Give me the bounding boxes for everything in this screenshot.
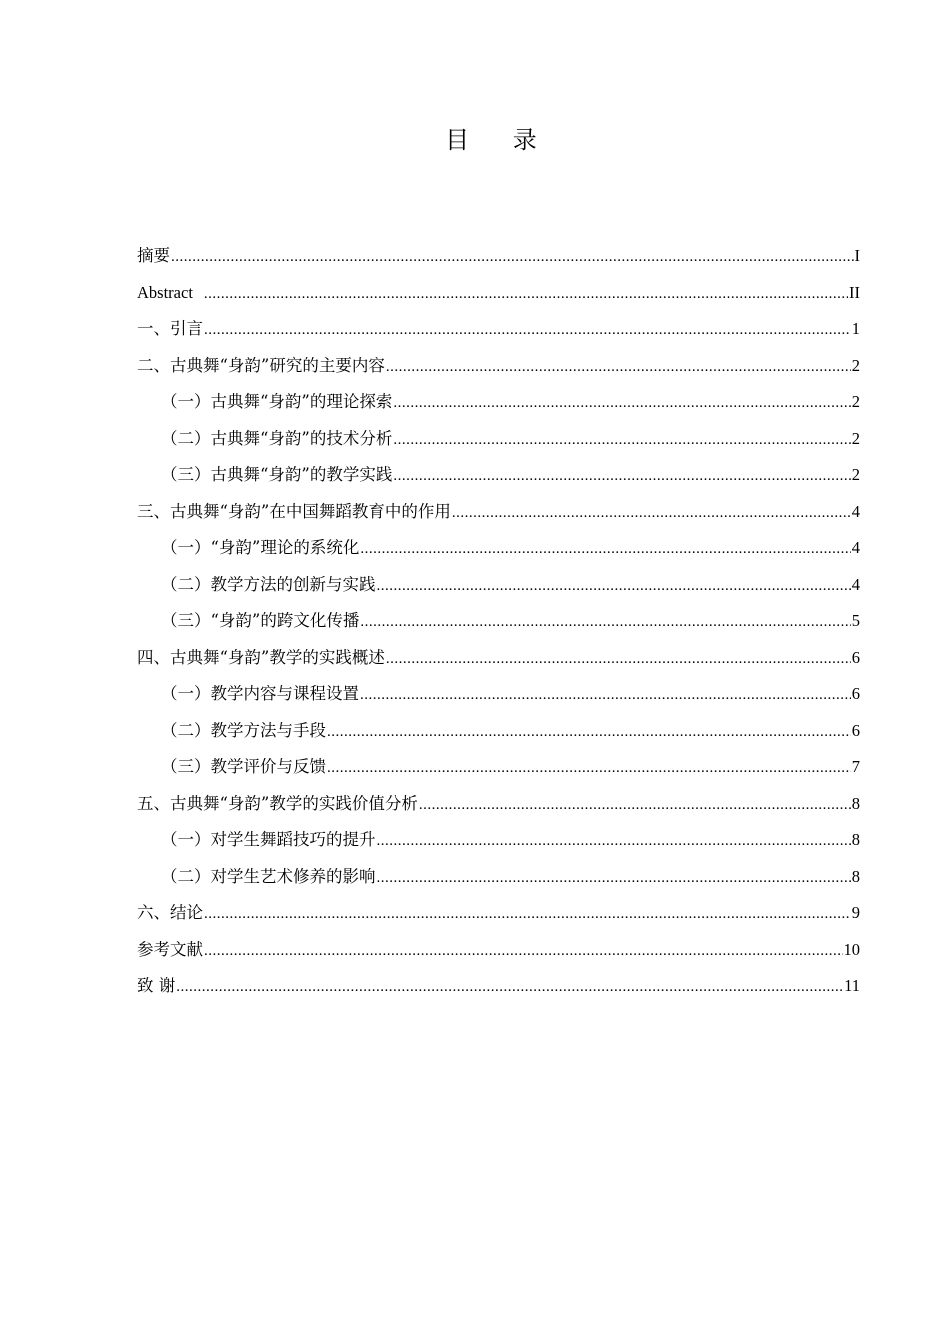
toc-page-number: 2 xyxy=(851,465,860,484)
toc-entry-3-2[interactable] xyxy=(137,572,860,609)
toc-entry-2-2[interactable] xyxy=(137,426,860,463)
dot-leader xyxy=(171,244,854,270)
toc-entry-label: （二）对学生艺术修养的影响 xyxy=(161,866,376,886)
toc-page-number: 11 xyxy=(844,976,860,995)
dot-leader xyxy=(377,828,851,854)
toc-entry-label: （一）对学生舞蹈技巧的提升 xyxy=(161,830,376,849)
toc-entry-abstract-en[interactable] xyxy=(137,280,860,317)
toc-page-number: 8 xyxy=(851,866,860,886)
toc-page-number: 4 xyxy=(851,574,860,594)
toc-entry-label: （二）教学方法与手段 xyxy=(161,720,326,740)
dot-leader xyxy=(360,682,851,708)
toc-entry-label: 四、古典舞“身韵”教学的实践概述 xyxy=(137,647,385,667)
dot-leader xyxy=(176,974,843,1000)
toc-entry-label: 摘要 xyxy=(137,246,170,265)
dot-leader xyxy=(327,755,851,781)
dot-leader xyxy=(386,646,851,672)
dot-leader xyxy=(452,500,851,526)
toc-entry-chapter-4[interactable] xyxy=(137,645,860,682)
toc-entry-label: 二、古典舞“身韵”研究的主要内容 xyxy=(137,355,385,375)
toc-page-number: 6 xyxy=(851,647,860,667)
toc-page-number: 5 xyxy=(851,611,860,630)
toc-entry-3-3[interactable] xyxy=(137,608,860,645)
toc-entry-label: （三）古典舞“身韵”的教学实践 xyxy=(161,465,393,484)
toc-page-number: 6 xyxy=(851,684,860,703)
dot-leader xyxy=(386,354,851,380)
toc-entry-introduction[interactable] xyxy=(137,316,860,353)
dot-leader xyxy=(204,281,848,307)
toc-entry-5-2[interactable] xyxy=(137,864,860,901)
toc-entry-label: Abstract xyxy=(137,282,193,302)
toc-entry-label: （二）教学方法的创新与实践 xyxy=(161,574,376,594)
toc-entry-5-1[interactable] xyxy=(137,827,860,864)
toc-page-number: 2 xyxy=(851,392,860,411)
toc-entry-label: 一、引言 xyxy=(137,319,203,338)
toc-entry-acknowledgements[interactable] xyxy=(137,973,860,1010)
toc-entry-label: （一）“身韵”理论的系统化 xyxy=(161,538,360,557)
dot-leader xyxy=(204,901,851,927)
toc-entry-label: （二）古典舞“身韵”的技术分析 xyxy=(161,428,393,448)
toc-page-number: 2 xyxy=(851,428,860,448)
toc-entry-abstract-cn[interactable] xyxy=(137,243,860,280)
toc-entry-4-1[interactable] xyxy=(137,681,860,718)
toc-entry-chapter-3[interactable] xyxy=(137,499,860,536)
toc-entry-label: 六、结论 xyxy=(137,903,203,922)
dot-leader xyxy=(204,938,843,964)
dot-leader xyxy=(419,792,851,818)
toc-page-number: II xyxy=(849,282,860,302)
dot-leader xyxy=(393,390,850,416)
toc-entry-2-1[interactable] xyxy=(137,389,860,426)
toc-entry-label: （一）教学内容与课程设置 xyxy=(161,684,359,703)
toc-entry-label: 致 谢 xyxy=(137,976,176,995)
page-title: 目 录 xyxy=(445,126,555,154)
toc-entry-3-1[interactable] xyxy=(137,535,860,572)
toc-entry-label: （一）古典舞“身韵”的理论探索 xyxy=(161,392,393,411)
dot-leader xyxy=(360,609,850,635)
toc-page-number: 2 xyxy=(851,355,860,375)
toc-entry-label: 三、古典舞“身韵”在中国舞蹈教育中的作用 xyxy=(137,501,451,521)
toc-entry-label: 五、古典舞“身韵”教学的实践价值分析 xyxy=(137,793,418,813)
dot-leader xyxy=(327,719,851,745)
toc-entry-conclusion[interactable] xyxy=(137,900,860,937)
toc-page-number: 10 xyxy=(843,939,860,959)
toc-page-number: I xyxy=(854,246,860,265)
toc-entry-label: （三）“身韵”的跨文化传播 xyxy=(161,611,360,630)
toc-page-number: 9 xyxy=(851,903,860,922)
toc-entry-label: 参考文献 xyxy=(137,939,203,959)
toc-page-number: 1 xyxy=(851,319,860,338)
toc-entry-chapter-2[interactable] xyxy=(137,353,860,390)
toc-page-number: 8 xyxy=(851,830,860,849)
toc-entry-chapter-5[interactable] xyxy=(137,791,860,828)
toc-entry-4-3[interactable] xyxy=(137,754,860,791)
dot-leader xyxy=(393,463,850,489)
toc-page-number: 4 xyxy=(851,538,860,557)
table-of-contents xyxy=(137,243,860,1010)
toc-entry-label: （三）教学评价与反馈 xyxy=(161,757,326,776)
toc-entry-references[interactable] xyxy=(137,937,860,974)
toc-page-number: 7 xyxy=(851,757,860,776)
dot-leader xyxy=(204,317,851,343)
toc-entry-4-2[interactable] xyxy=(137,718,860,755)
dot-leader xyxy=(393,427,850,453)
toc-page-number: 8 xyxy=(851,793,860,813)
toc-page-number: 4 xyxy=(851,501,860,521)
dot-leader xyxy=(377,573,851,599)
dot-leader xyxy=(377,865,851,891)
toc-page-number: 6 xyxy=(851,720,860,740)
toc-entry-2-3[interactable] xyxy=(137,462,860,499)
dot-leader xyxy=(360,536,850,562)
